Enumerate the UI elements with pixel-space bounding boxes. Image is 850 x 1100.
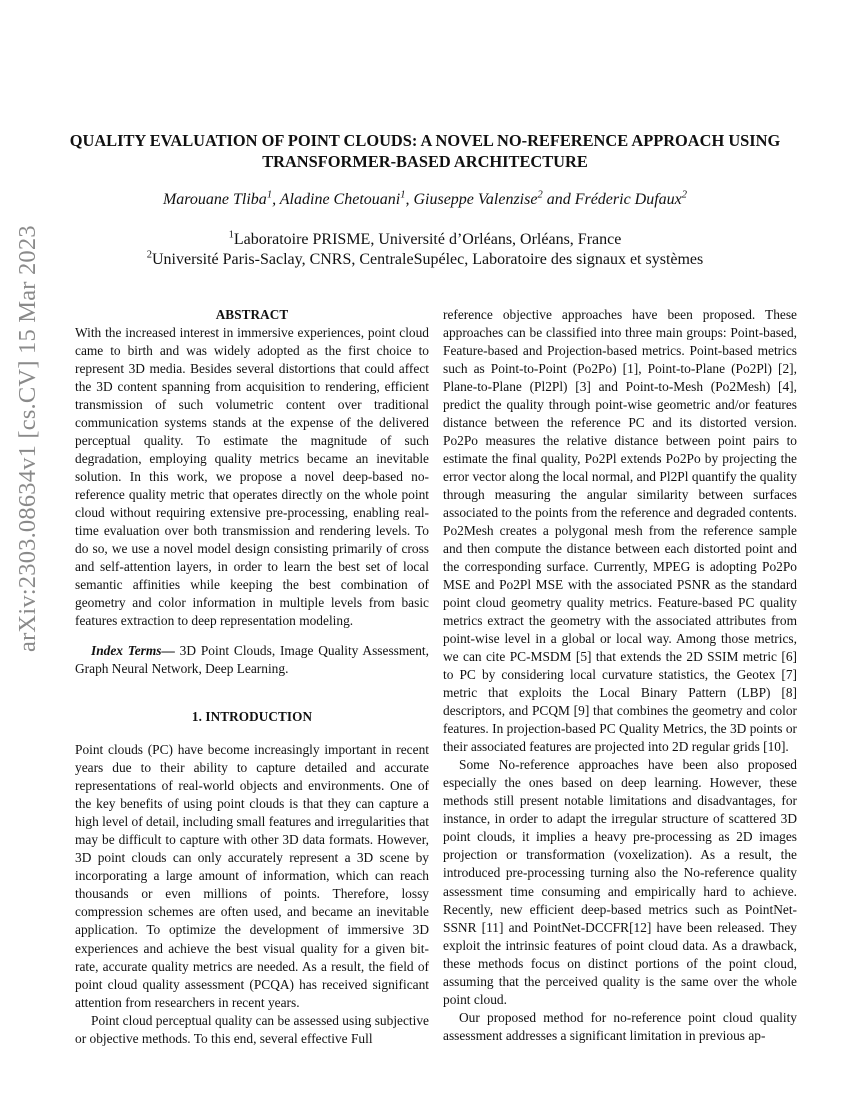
index-terms-label: Index Terms— (91, 643, 175, 659)
author-name: Fréderic Dufaux (574, 191, 682, 208)
index-terms-text: 3D Point Clouds, Image Quality Assessment, Graph Neural Network, Deep Learning. (75, 643, 429, 677)
author-affiliation-mark: 1 (266, 189, 273, 201)
author-name: Giuseppe Valenzise (413, 191, 538, 208)
author-name: Marouane Tliba (162, 191, 267, 208)
affiliation-text: Laboratoire PRISME, Université d’Orléans, Orléans, France (233, 231, 622, 248)
affiliation-1 (60, 231, 790, 249)
author-list (60, 191, 790, 209)
affiliation-text: Université Paris-Saclay, CNRS, CentraleSupélec, Laboratoire des signaux et systèmes (151, 251, 704, 268)
author-affiliation-mark: 1 (400, 189, 406, 201)
intro-paragraph-1: Point clouds (PC) have become increasingly important in recent years due to their ability to capture detailed and accurate representations of real-world objects and environments. One of the key benefits of using point clouds is that they can capture a high level of detail, including small features and irregularities that may be difficult to capture with other 3D data formats. However, 3D point clouds can only accurately represent a 3D scene by incorporating a large amount of information, which can reach thousands or even millions of points. Therefore, lossy compression schemes are often used, and became an inevitable application. To optimize the development of immersive 3D experiences and achieve the best visual quality for a given bit-rate, accurate quality metrics are needed. As a result, the field of point cloud quality assessment (PCQA) has received significant attention from researchers in recent years. (75, 742, 429, 1010)
body-paragraph: reference objective approaches have been proposed. These approaches can be classified into three main groups: Point-based, Feature-based and Projection-based metrics. Point-based metrics such as Point-to-Point (Po2Po) [1], Point-to-Plane (Po2Pl) [2], Plane-to-Plane (Pl2Pl) [3] and Point-to-Mesh (Po2Mesh) [4], predict the quality through point-wise geometric and/or features distance between the reference PC and its distorted version. Po2Po measures the relative distance between point pairs to estimate the final quality, Po2Pl extends Po2Po by projecting the error vector along the local normal, and Pl2Pl quantify the quality through measuring the angular similarity between surfaces associated to the points from the reference and degraded contents. Po2Mesh creates a polygonal mesh from the reference sample and then compute the distance between each distorted point and the corresponding surface. Currently, MPEG is adopting Po2Po MSE and Po2Pl MSE with the associated PSNR as the standard point cloud geometry quality metrics. Feature-based PC quality metrics extract the geometry with the associated attributes from point-wise level in a global or local way. Among those metrics, we can cite PC-MSDM [5] that extends the 2D SSIM metric [6] to PC by considering local curvature statistics, the Geotex [7] metric that exploits the Local Binary Pattern (LBP) [8] descriptors, and PCQM [9] that combines the geometry and color features. In projection-based PC Quality Metrics, the 3D points or their associated features are projected into 2D regular grids [10]. (443, 307, 797, 755)
paper-title: QUALITY EVALUATION OF POINT CLOUDS: A NOVEL NO-REFERENCE APPROACH USING TRANSFORMER-BASED ARCHITECTURE (69, 131, 781, 171)
arxiv-identifier-stamp: arXiv:2303.08634v1 [cs.CV] 15 Mar 2023 (14, 225, 41, 652)
author-name: Aladine Chetouani (279, 191, 401, 208)
index-terms (75, 642, 429, 678)
left-column (75, 306, 429, 1048)
author-affiliation-mark: 2 (681, 189, 688, 201)
body-paragraph: Some No-reference approaches have been also proposed especially the ones based on deep learning. However, these methods still present notable limitations and disadvantages, for instance, in order to adapt the irregular structure of scattered 3D point clouds, it implies a heavy pre-processing as 2D images projection or transformation (voxelization). As a result, the introduced pre-processing turning also the No-reference quality assessment time consuming and empirically hard to achieve. Recently, new efficient deep-based metrics such as PointNet-SSNR [11] and PointNet-DCCFR[12] have been released. They exploit the intrinsic features of point cloud data. As a drawback, these methods focus on distinct portions of the point cloud, assuming that the perceived quality is the same over the whole point cloud. (443, 757, 797, 1007)
body-paragraph: Our proposed method for no-reference point cloud quality assessment addresses a significant limitation in previous ap- (443, 1009, 797, 1043)
affiliation-2 (60, 251, 790, 269)
affiliation-number: 2 (146, 249, 152, 261)
author-separator: , (272, 191, 280, 208)
abstract-text: With the increased interest in immersive experiences, point cloud came to birth and was widely adopted as the first choice to represent 3D media. Besides several distortions that could affect the 3D content spanning from acquisition to rendering, efficient transmission of such volumetric content over traditional communication systems stands at the expense of the delivered perceptual quality. To estimate the magnitude of such degradation, employing quality metrics became an inevitable solution. In this work, we propose a novel deep-based no-reference quality metric that operates directly on the whole point cloud without requiring extensive pre-processing, enabling real-time evaluation over both transmission and rendering levels. To do so, we use a novel model design consisting primarily of cross and self-attention layers, in order to learn the best set of local semantic affinities while keeping the best combination of geometry and color information in multiple levels from basic features extraction to deep representation modeling. (75, 325, 429, 629)
intro-paragraph-2: Point cloud perceptual quality can be assessed using subjective or objective methods. To this end, several effective Full (75, 1012, 429, 1046)
author-separator: , (405, 191, 414, 208)
affiliation-number: 1 (228, 229, 234, 241)
right-column (443, 306, 797, 1045)
introduction-heading: 1. INTRODUCTION (191, 709, 313, 725)
abstract-heading: ABSTRACT (215, 307, 289, 322)
author-affiliation-mark: 2 (537, 189, 543, 201)
author-separator: and (542, 191, 575, 208)
